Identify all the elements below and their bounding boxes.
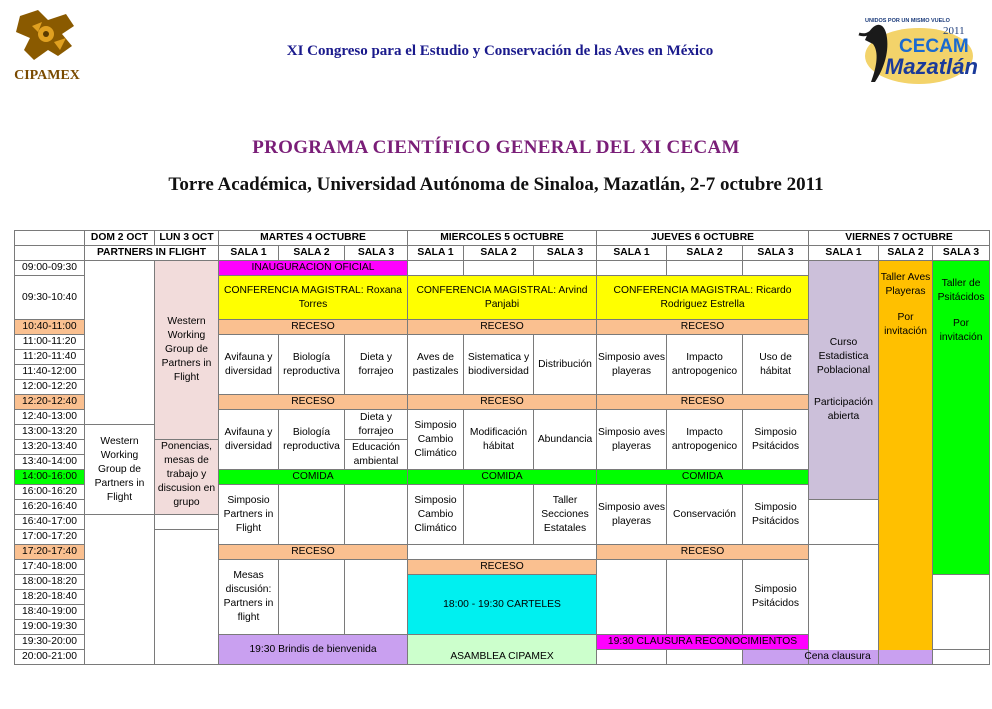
room-header: SALA 3 xyxy=(933,246,990,261)
session-aves-pastizales: Aves de pastizales xyxy=(408,335,464,395)
empty-cell xyxy=(933,650,990,665)
empty-cell xyxy=(408,261,464,276)
curso-estadistica xyxy=(809,261,879,500)
time-slot: 11:20-11:40 xyxy=(15,350,85,365)
taller-aves-playeras xyxy=(879,261,933,665)
empty-cell xyxy=(667,261,743,276)
cecam-logo xyxy=(843,10,978,90)
day-header-jue: JUEVES 6 OCTUBRE xyxy=(597,231,809,246)
time-slot: 13:20-13:40 xyxy=(15,440,85,455)
western-working-group-dom: Western Working Group de Partners in Flight xyxy=(85,425,155,515)
time-slot: 13:00-13:20 xyxy=(15,425,85,440)
session-educacion-ambiental: Educación ambiental xyxy=(345,440,408,470)
por-invitacion-label: Por invitación xyxy=(939,318,983,343)
curso-estadistica-label: Curso Estadistica Poblacional xyxy=(816,337,871,376)
day-header-mar: MARTES 4 OCTUBRE xyxy=(219,231,408,246)
por-invitacion-label: Por invitación xyxy=(884,312,927,337)
time-slot: 12:20-12:40 xyxy=(15,395,85,410)
day-header-dom: DOM 2 OCT xyxy=(85,231,155,246)
session-uso-habitat: Uso de hábitat xyxy=(743,335,809,395)
time-slot: 16:00-16:20 xyxy=(15,485,85,500)
session-avifauna-1: Avifauna y diversidad xyxy=(219,335,279,395)
empty-cell xyxy=(345,560,408,635)
session-abundancia: Abundancia xyxy=(534,410,597,470)
time-slot: 18:40-19:00 xyxy=(15,605,85,620)
conferencia-magistral-mar: CONFERENCIA MAGISTRAL: Roxana Torres xyxy=(219,276,408,320)
cecam-motto: UNIDOS POR UN MISMO VUELO xyxy=(865,18,950,24)
room-header: SALA 2 xyxy=(879,246,933,261)
empty-cell xyxy=(597,261,667,276)
empty-cell xyxy=(534,261,597,276)
room-header: SALA 2 xyxy=(279,246,345,261)
time-slot: 16:20-16:40 xyxy=(15,500,85,515)
western-working-group-lun: Western Working Group de Partners in Flight xyxy=(155,261,219,440)
empty-cell xyxy=(809,545,879,665)
session-modificacion: Modificación hábitat xyxy=(464,410,534,470)
time-slot: 14:00-16:00 xyxy=(15,470,85,485)
time-slot: 13:40-14:00 xyxy=(15,455,85,470)
empty-cell xyxy=(279,485,345,545)
time-slot: 19:00-19:30 xyxy=(15,620,85,635)
clausura-reconocimientos: 19:30 CLAUSURA RECONOCIMIENTOS xyxy=(597,635,809,650)
receso-mar: RECESO xyxy=(219,395,408,410)
time-slot: 16:40-17:00 xyxy=(15,515,85,530)
empty-cell xyxy=(667,560,743,635)
session-mesas-discusion: Mesas discusión: Partners in flight xyxy=(219,560,279,635)
inauguracion-oficial: INAUGURACION OFICIAL xyxy=(219,261,408,276)
day-header-vie: VIERNES 7 OCTUBRE xyxy=(809,231,990,246)
session-simposio-psitacidos-2: Simposio Psitácidos xyxy=(743,485,809,545)
empty-cell xyxy=(743,261,809,276)
asamblea-cipamex: ASAMBLEA CIPAMEX xyxy=(408,635,597,665)
session-sistematica: Sistematica y biodiversidad xyxy=(464,335,534,395)
receso-mar: RECESO xyxy=(219,320,408,335)
time-slot: 17:40-18:00 xyxy=(15,560,85,575)
session-impacto-2: Impacto antropogenico xyxy=(667,410,743,470)
schedule-table xyxy=(14,230,990,665)
time-slot: 09:00-09:30 xyxy=(15,261,85,276)
empty-cell xyxy=(597,650,667,665)
cena-clausura: Cena clausura xyxy=(743,650,933,665)
session-simposio-cambio-2: Simposio Cambio Climático xyxy=(408,485,464,545)
session-avifauna-2: Avifauna y diversidad xyxy=(219,410,279,470)
receso-mar: RECESO xyxy=(219,545,408,560)
receso-mie: RECESO xyxy=(408,560,597,575)
session-simposio-playeras-3: Simposio aves playeras xyxy=(597,485,667,545)
room-header: SALA 3 xyxy=(534,246,597,261)
session-simposio-pif: Simposio Partners in Flight xyxy=(219,485,279,545)
cecam-year: 2011 xyxy=(943,25,965,37)
session-impacto-1: Impacto antropogenico xyxy=(667,335,743,395)
time-slot: 12:40-13:00 xyxy=(15,410,85,425)
program-title: PROGRAMA CIENTÍFICO GENERAL DEL XI CECAM xyxy=(252,137,740,158)
partners-in-flight-header: PARTNERS IN FLIGHT xyxy=(85,246,219,261)
receso-jue: RECESO xyxy=(597,320,809,335)
taller-aves-playeras-label: Taller Aves Playeras xyxy=(880,272,931,297)
room-header: SALA 2 xyxy=(667,246,743,261)
day-header-lun: LUN 3 OCT xyxy=(155,231,219,246)
session-conservacion: Conservación xyxy=(667,485,743,545)
comida-jue: COMIDA xyxy=(597,470,809,485)
session-simposio-cambio-1: Simposio Cambio Climático xyxy=(408,410,464,470)
receso-jue: RECESO xyxy=(597,395,809,410)
taller-psitacidos-label: Taller de Psitácidos xyxy=(937,278,985,303)
room-header: SALA 1 xyxy=(809,246,879,261)
participacion-abierta-label: Participación abierta xyxy=(814,397,873,422)
session-simposio-playeras-2: Simposio aves playeras xyxy=(597,410,667,470)
room-header: SALA 1 xyxy=(408,246,464,261)
empty-cell xyxy=(597,560,667,635)
cipamex-logo-text: CIPAMEX xyxy=(14,68,80,83)
empty-cell xyxy=(464,485,534,545)
time-slot: 11:00-11:20 xyxy=(15,335,85,350)
receso-jue: RECESO xyxy=(597,545,809,560)
cipamex-logo xyxy=(8,6,86,88)
time-slot: 20:00-21:00 xyxy=(15,650,85,665)
time-slot: 19:30-20:00 xyxy=(15,635,85,650)
empty-cell xyxy=(464,261,534,276)
session-taller-secciones: Taller Secciones Estatales xyxy=(534,485,597,545)
time-slot: 18:20-18:40 xyxy=(15,590,85,605)
time-slot: 17:20-17:40 xyxy=(15,545,85,560)
taller-psitacidos xyxy=(933,261,990,575)
empty-cell xyxy=(279,560,345,635)
comida-mar: COMIDA xyxy=(219,470,408,485)
session-biologia-1: Biología reproductiva xyxy=(279,335,345,395)
empty-cell xyxy=(408,545,597,560)
day-header-mie: MIERCOLES 5 OCTUBRE xyxy=(408,231,597,246)
time-slot: 11:40-12:00 xyxy=(15,365,85,380)
time-slot: 12:00-12:20 xyxy=(15,380,85,395)
session-simposio-psitacidos-1: Simposio Psitácidos xyxy=(743,410,809,470)
time-slot: 10:40-11:00 xyxy=(15,320,85,335)
time-slot: 09:30-10:40 xyxy=(15,276,85,320)
session-dieta-2: Dieta y forrajeo xyxy=(345,410,408,440)
session-biologia-2: Biología reproductiva xyxy=(279,410,345,470)
time-slot: 18:00-18:20 xyxy=(15,575,85,590)
session-simposio-playeras-1: Simposio aves playeras xyxy=(597,335,667,395)
time-slot: 17:00-17:20 xyxy=(15,530,85,545)
conferencia-magistral-jue: CONFERENCIA MAGISTRAL: Ricardo Rodriguez Estrella xyxy=(597,276,809,320)
cecam-brand: CECAM xyxy=(899,36,969,57)
room-header: SALA 1 xyxy=(219,246,279,261)
cecam-city: Mazatlán xyxy=(885,54,978,79)
session-distribucion: Distribución xyxy=(534,335,597,395)
brindis-bienvenida: 19:30 Brindis de bienvenida xyxy=(219,635,408,665)
empty-cell xyxy=(85,261,155,425)
carteles: 18:00 - 19:30 CARTELES xyxy=(408,575,597,635)
receso-mie: RECESO xyxy=(408,395,597,410)
empty-cell xyxy=(155,530,219,665)
session-simposio-psitacidos-3: Simposio Psitácidos xyxy=(743,560,809,635)
empty-cell xyxy=(85,515,155,665)
room-header: SALA 1 xyxy=(597,246,667,261)
room-header: SALA 2 xyxy=(464,246,534,261)
room-header: SALA 3 xyxy=(345,246,408,261)
empty-cell xyxy=(667,650,743,665)
comida-mie: COMIDA xyxy=(408,470,597,485)
room-header: SALA 3 xyxy=(743,246,809,261)
conferencia-magistral-mie: CONFERENCIA MAGISTRAL: Arvind Panjabi xyxy=(408,276,597,320)
session-dieta-1: Dieta y forrajeo xyxy=(345,335,408,395)
congress-title: XI Congreso para el Estudio y Conservación de las Aves en México xyxy=(286,43,714,59)
ponencias-mesas: Ponencias, mesas de trabajo y discusion en grupo xyxy=(155,440,219,515)
program-subtitle: Torre Académica, Universidad Autónoma de Sinaloa, Mazatlán, 2-7 octubre 2011 xyxy=(168,174,824,195)
empty-cell xyxy=(345,485,408,545)
receso-mie: RECESO xyxy=(408,320,597,335)
